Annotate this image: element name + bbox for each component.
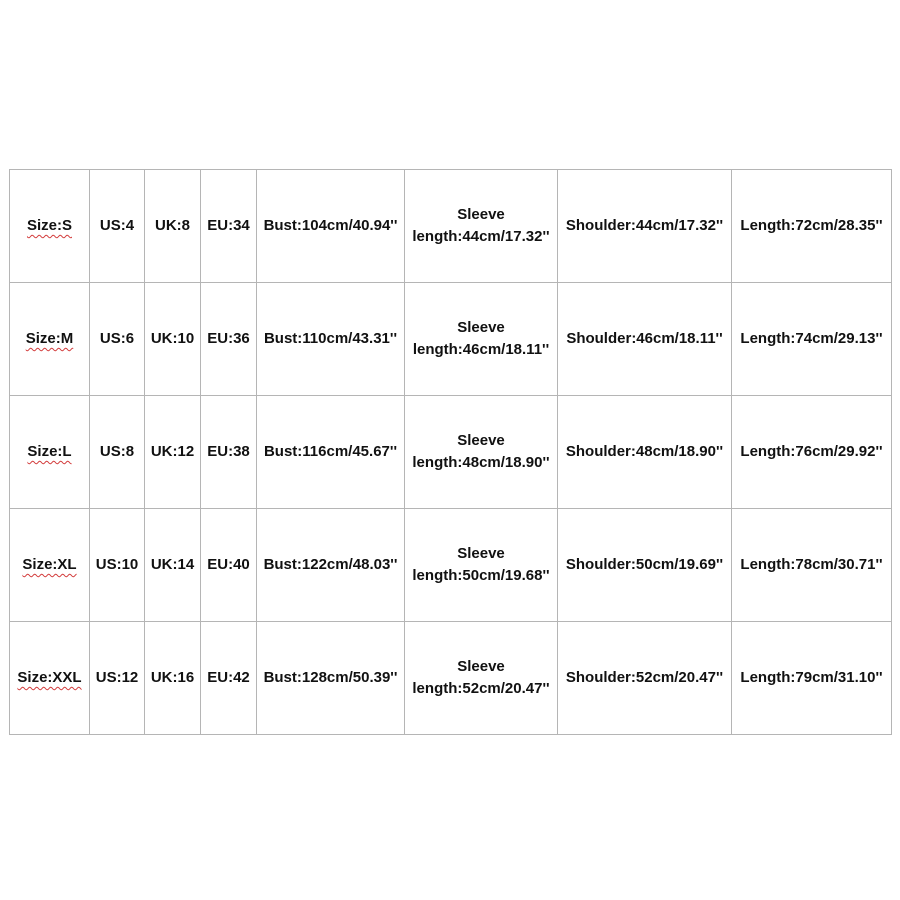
bust-cell: Bust:104cm/40.94'' bbox=[257, 170, 405, 283]
uk-size-cell: UK:14 bbox=[145, 509, 201, 622]
bust-cell: Bust:110cm/43.31'' bbox=[257, 283, 405, 396]
size-cell bbox=[10, 622, 90, 735]
sleeve-value: length:52cm/20.47'' bbox=[412, 680, 550, 697]
length-cell: Length:72cm/28.35'' bbox=[732, 170, 892, 283]
table-row bbox=[10, 396, 892, 509]
us-size-cell: US:12 bbox=[90, 622, 145, 735]
us-size-cell: US:4 bbox=[90, 170, 145, 283]
size-label: Size:XL bbox=[22, 556, 77, 573]
uk-size-cell: UK:16 bbox=[145, 622, 201, 735]
table-row bbox=[10, 509, 892, 622]
us-size-cell: US:8 bbox=[90, 396, 145, 509]
size-chart-table bbox=[9, 169, 892, 735]
sleeve-label: Sleeve bbox=[457, 658, 505, 675]
size-chart-body bbox=[10, 170, 892, 735]
sleeve-value: length:44cm/17.32'' bbox=[412, 228, 550, 245]
sleeve-length-cell bbox=[405, 622, 558, 735]
sleeve-label: Sleeve bbox=[457, 432, 505, 449]
length-cell: Length:76cm/29.92'' bbox=[732, 396, 892, 509]
shoulder-cell: Shoulder:52cm/20.47'' bbox=[558, 622, 732, 735]
sleeve-length-cell bbox=[405, 283, 558, 396]
uk-size-cell: UK:12 bbox=[145, 396, 201, 509]
sleeve-value: length:48cm/18.90'' bbox=[412, 454, 550, 471]
size-cell bbox=[10, 170, 90, 283]
sleeve-label: Sleeve bbox=[457, 319, 505, 336]
size-label: Size:L bbox=[27, 443, 72, 460]
us-size-cell: US:6 bbox=[90, 283, 145, 396]
shoulder-cell: Shoulder:48cm/18.90'' bbox=[558, 396, 732, 509]
table-row bbox=[10, 283, 892, 396]
size-label: Size:S bbox=[26, 217, 72, 234]
eu-size-cell: EU:42 bbox=[201, 622, 257, 735]
bust-cell: Bust:128cm/50.39'' bbox=[257, 622, 405, 735]
sleeve-label: Sleeve bbox=[457, 206, 505, 223]
shoulder-cell: Shoulder:50cm/19.69'' bbox=[558, 509, 732, 622]
bust-cell: Bust:122cm/48.03'' bbox=[257, 509, 405, 622]
eu-size-cell: EU:38 bbox=[201, 396, 257, 509]
shoulder-cell: Shoulder:46cm/18.11'' bbox=[558, 283, 732, 396]
sleeve-length-cell bbox=[405, 509, 558, 622]
us-size-cell: US:10 bbox=[90, 509, 145, 622]
sleeve-length-cell bbox=[405, 396, 558, 509]
length-cell: Length:79cm/31.10'' bbox=[732, 622, 892, 735]
bust-cell: Bust:116cm/45.67'' bbox=[257, 396, 405, 509]
uk-size-cell: UK:10 bbox=[145, 283, 201, 396]
table-row bbox=[10, 622, 892, 735]
size-cell bbox=[10, 283, 90, 396]
eu-size-cell: EU:36 bbox=[201, 283, 257, 396]
sleeve-length-cell bbox=[405, 170, 558, 283]
table-row bbox=[10, 170, 892, 283]
eu-size-cell: EU:40 bbox=[201, 509, 257, 622]
uk-size-cell: UK:8 bbox=[145, 170, 201, 283]
sleeve-value: length:50cm/19.68'' bbox=[412, 567, 550, 584]
size-label: Size:M bbox=[25, 330, 74, 347]
length-cell: Length:74cm/29.13'' bbox=[732, 283, 892, 396]
size-cell bbox=[10, 396, 90, 509]
shoulder-cell: Shoulder:44cm/17.32'' bbox=[558, 170, 732, 283]
size-cell bbox=[10, 509, 90, 622]
sleeve-label: Sleeve bbox=[457, 545, 505, 562]
length-cell: Length:78cm/30.71'' bbox=[732, 509, 892, 622]
sleeve-value: length:46cm/18.11'' bbox=[412, 341, 550, 358]
eu-size-cell: EU:34 bbox=[201, 170, 257, 283]
size-label: Size:XXL bbox=[17, 669, 82, 686]
